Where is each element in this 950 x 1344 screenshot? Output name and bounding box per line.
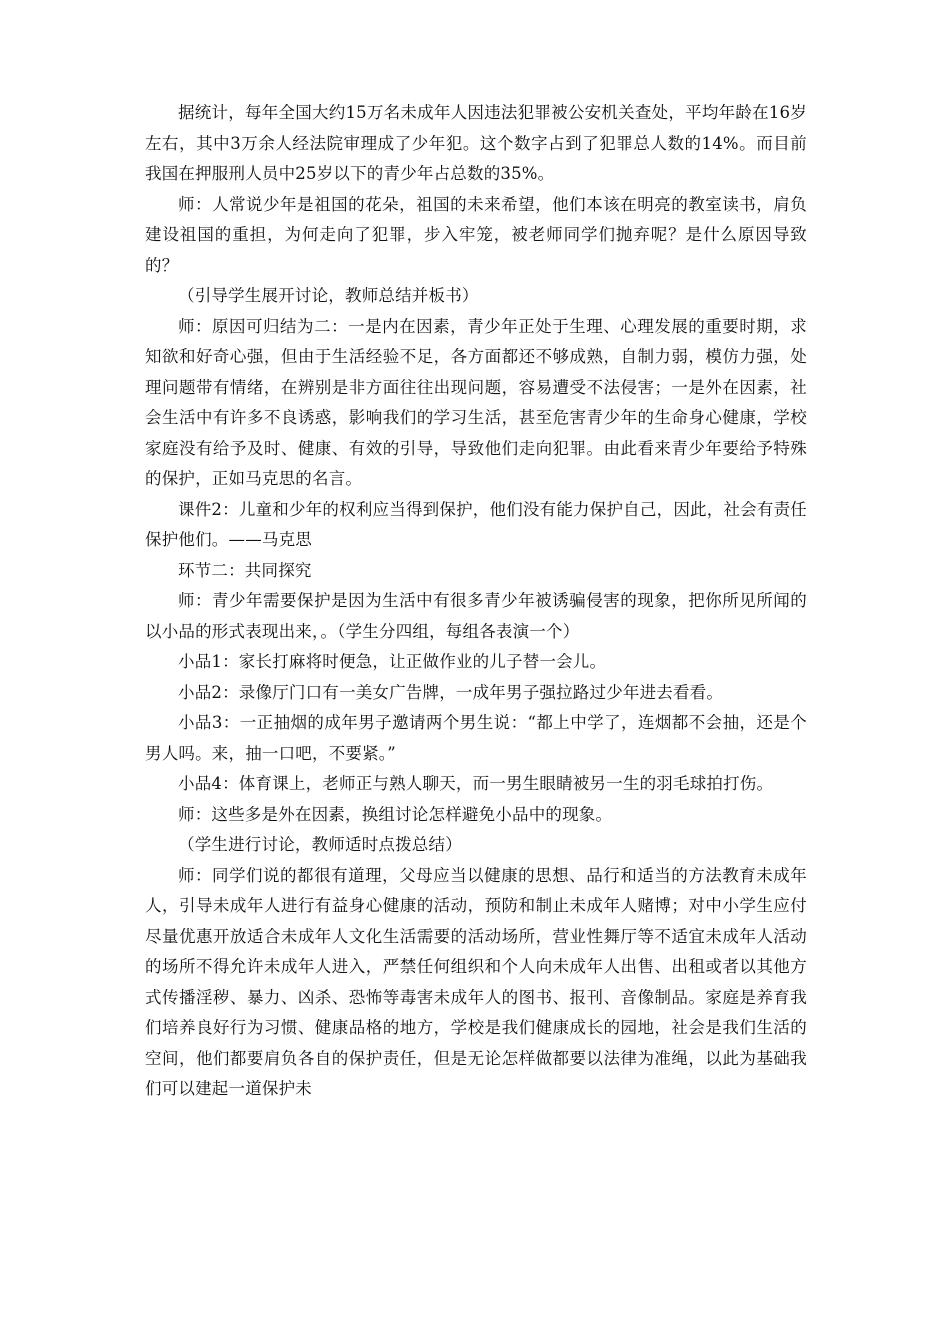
paragraph-teacher-external-factors: 师：这些多是外在因素，换组讨论怎样避免小品中的现象。 — [178, 804, 613, 824]
paragraph-teacher-skit-intro: 师：青少年需要保护是因为生活中有很多青少年被诱骗侵害的现象，把你所见所闻的以小品的形式表现出来，。（学生分四组，每组各表演一个） — [145, 591, 807, 641]
document-body — [145, 98, 807, 1105]
paragraph-discussion-note: （引导学生展开讨论，教师总结并板书） — [178, 286, 479, 305]
paragraph-section-heading: 环节二：共同探究 — [178, 560, 312, 580]
paragraph-teacher-reasons: 师：原因可归结为二：一是内在因素，青少年正处于生理、心理发展的重要时期，求知欲和好奇心强，但由于生活经验不足，各方面都还不够成熟，自制力弱，模仿力强，处理问题带有情绪，在辨别是非方面往往出现问题，容易遭受不法侵害；一是外在因素，社会生活中有许多不良诱惑，影响我们的学习生活，甚至危害青少年的生命身心健康，学校家庭没有给予及时、健康、有效的引导，导致他们走向犯罪。由此看来青少年要给予特殊的保护，正如马克思的名言。 — [145, 316, 807, 488]
paragraph-discussion-note-2: （学生进行讨论，教师适时点拨总结） — [178, 835, 462, 854]
paragraph-courseware-2: 课件2：儿童和少年的权利应当得到保护，他们没有能力保护自己，因此，社会有责任保护他们。——马克思 — [145, 499, 807, 549]
paragraph-skit-3: 小品3：一正抽烟的成年男子邀请两个男生说：“都上中学了，连烟都不会抽，还是个男人吗。来，抽一口吧，不要紧。” — [145, 713, 807, 763]
paragraph-skit-1: 小品1：家长打麻将时便急，让正做作业的儿子替一会儿。 — [178, 652, 607, 671]
paragraph-teacher-summary: 师：同学们说的都很有道理，父母应当以健康的思想、品行和适当的方法教育未成年人，引导未成年人进行有益身心健康的活动，预防和制止未成年人赌博；对中小学生应付尽量优惠开放适合未成年人文化生活需要的活动场所，营业性舞厅等不适宜未成年人活动的场所不得允许未成年人进入，严禁任何组织和个人向未成年人出售、出租或者以其他方式传播淫秽、暴力、凶杀、恐怖等毒害未成年人的图书、报刊、音像制品。家庭是养育我们培养良好行为习惯、健康品格的地方，学校是我们健康成长的园地，社会是我们生活的空间，他们都要肩负各自的保护责任，但是无论怎样做都要以法律为准绳，以此为基础我们可以建起一道保护未 — [145, 865, 807, 1098]
paragraph-skit-2: 小品2：录像厅门口有一美女广告牌，一成年男子强拉路过少年进去看看。 — [178, 682, 724, 702]
paragraph-statistics: 据统计，每年全国大约15万名未成年人因违法犯罪被公安机关查处，平均年龄在16岁左右，其中3万余人经法院审理成了少年犯。这个数字占到了犯罪总人数的14%。而目前我国在押服刑人员中25岁以下的青少年占总数的35%。 — [145, 103, 807, 183]
paragraph-teacher-question: 师：人常说少年是祖国的花朵，祖国的未来希望，他们本该在明亮的教室读书，肩负建设祖国的重担，为何走向了犯罪，步入牢笼，被老师同学们抛弃呢？是什么原因导致的？ — [145, 194, 807, 275]
paragraph-skit-4: 小品4：体育课上，老师正与熟人聊天，而一男生眼睛被另一生的羽毛球拍打伤。 — [178, 774, 774, 793]
